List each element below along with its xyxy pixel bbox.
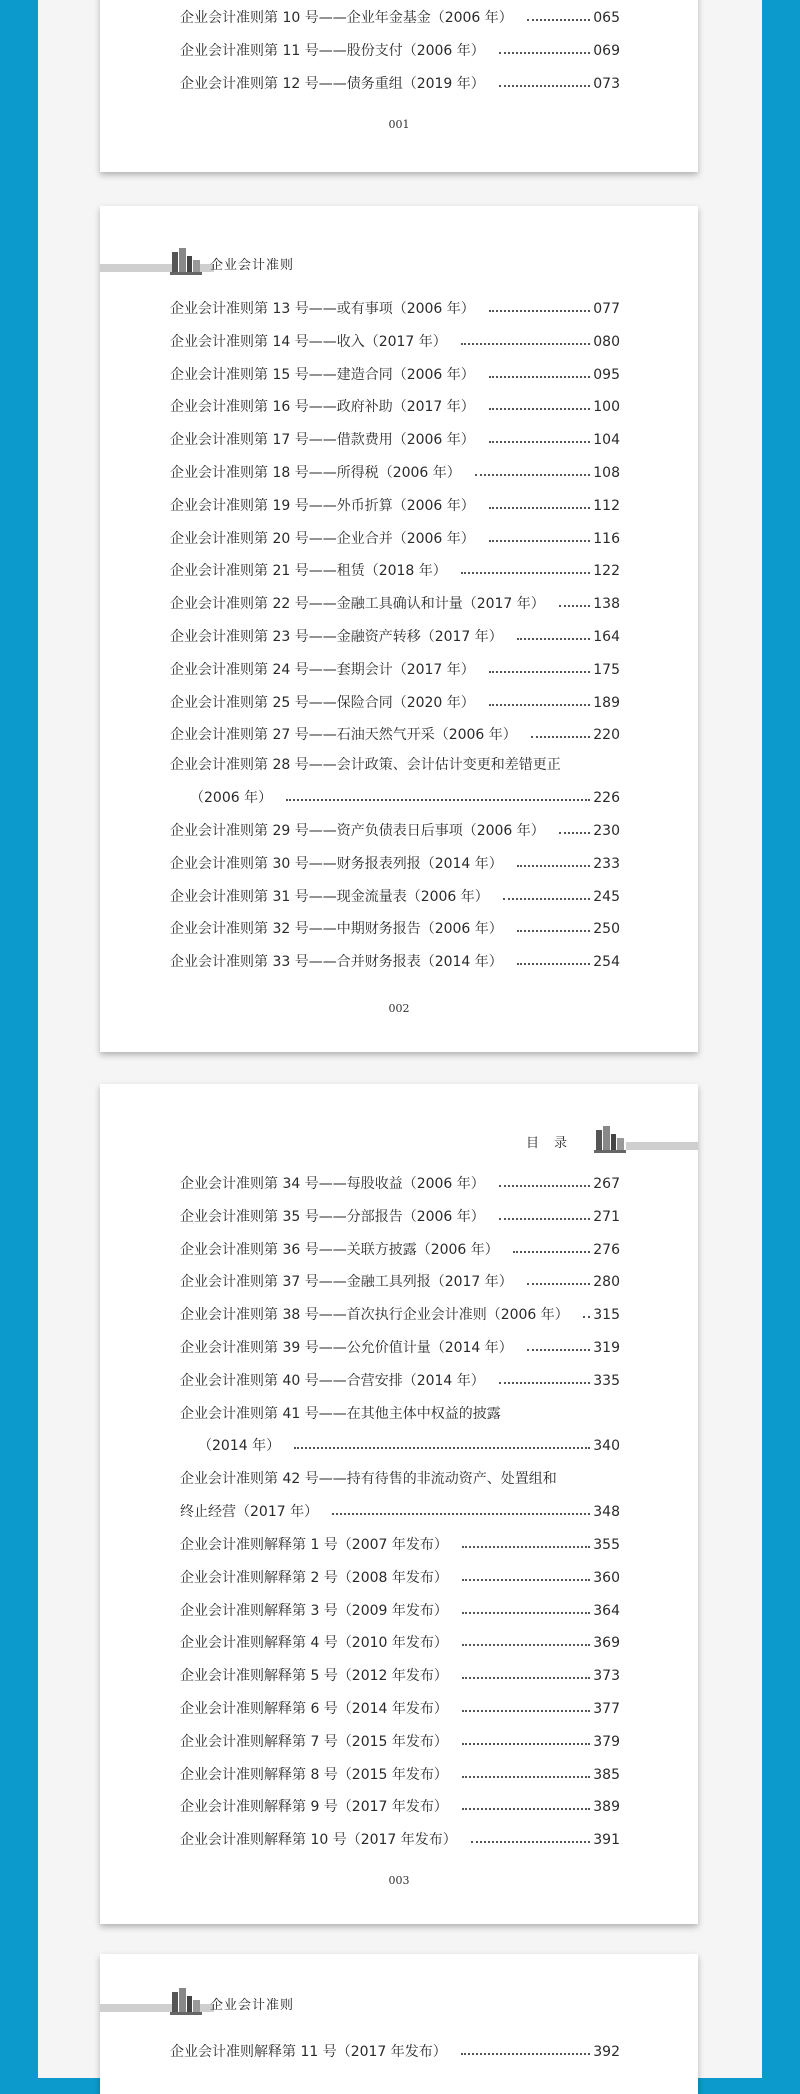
toc-entry-line1[interactable]: 企业会计准则第 42 号——持有待售的非流动资产、处置组和 — [180, 1471, 557, 1487]
toc-entry[interactable]: 企业会计准则第 11 号——股份支付（2006 年） 069 — [180, 43, 620, 59]
toc-entry[interactable]: 企业会计准则第 31 号——现金流量表（2006 年） 245 — [170, 888, 620, 905]
toc-entry[interactable]: 企业会计准则解释第 4 号（2010 年发布） 369 — [180, 1635, 620, 1652]
header-bar — [626, 1142, 698, 1150]
toc-entry[interactable]: 企业会计准则解释第 2 号（2008 年发布） 360 — [180, 1569, 620, 1586]
toc-entry[interactable]: 企业会计准则第 30 号——财务报表列报（2014 年） 233 — [170, 855, 620, 872]
toc-entry[interactable]: 企业会计准则第 23 号——金融资产转移（2017 年） 164 — [170, 629, 620, 645]
toc-entry[interactable]: 企业会计准则第 39 号——公允价值计量（2014 年） 319 — [180, 1340, 620, 1356]
toc-entry-line2[interactable]: （2014 年） 340 — [198, 1438, 620, 1454]
running-header — [100, 246, 300, 276]
toc-entry[interactable]: 企业会计准则解释第 10 号（2017 年发布） 391 — [180, 1832, 620, 1849]
toc-entry[interactable]: 企业会计准则解释第 7 号（2015 年发布） 379 — [180, 1733, 620, 1750]
toc-entry[interactable]: 企业会计准则解释第 11 号（2017 年发布） 392 — [170, 2044, 620, 2060]
buildings-icon — [594, 1124, 626, 1154]
toc-entry-line2[interactable]: 终止经营（2017 年） 348 — [180, 1504, 620, 1520]
toc-entry[interactable]: 企业会计准则解释第 6 号（2014 年发布） 377 — [180, 1701, 620, 1717]
toc-entry[interactable]: 企业会计准则第 22 号——金融工具确认和计量（2017 年） 138 — [170, 596, 620, 613]
toc-entry[interactable]: 企业会计准则第 21 号——租赁（2018 年） 122 — [170, 563, 620, 580]
toc-entry[interactable]: 企业会计准则第 12 号——债务重组（2019 年） 073 — [180, 76, 620, 92]
toc-entry[interactable]: 企业会计准则解释第 5 号（2012 年发布） 373 — [180, 1668, 620, 1685]
header-bar — [100, 264, 172, 272]
toc-entry-line1[interactable]: 企业会计准则第 41 号——在其他主体中权益的披露 — [180, 1406, 501, 1422]
toc-entry[interactable]: 企业会计准则第 19 号——外币折算（2006 年） 112 — [170, 497, 620, 514]
toc-entry[interactable]: 企业会计准则第 13 号——或有事项（2006 年） 077 — [170, 301, 620, 317]
buildings-icon — [170, 246, 202, 276]
page-number: 001 — [388, 118, 410, 131]
running-header — [100, 1986, 300, 2016]
toc-page-003 — [100, 1084, 698, 1924]
toc-page-001 — [100, 0, 698, 172]
header-title: 企业会计准则 — [210, 1998, 295, 2013]
toc-entry[interactable]: 企业会计准则第 25 号——保险合同（2020 年） 189 — [170, 694, 620, 711]
toc-entry[interactable]: 企业会计准则解释第 9 号（2017 年发布） 389 — [180, 1799, 620, 1816]
toc-entry[interactable]: 企业会计准则第 10 号——企业年金基金（2006 年） 065 — [180, 10, 620, 26]
toc-entry[interactable]: 企业会计准则第 14 号——收入（2017 年） 080 — [170, 333, 620, 350]
toc-entry[interactable]: 企业会计准则解释第 3 号（2009 年发布） 364 — [180, 1602, 620, 1619]
toc-entry[interactable]: 企业会计准则第 24 号——套期会计（2017 年） 175 — [170, 661, 620, 678]
header-title: 目 录 — [526, 1136, 569, 1151]
toc-entry[interactable]: 企业会计准则第 16 号——政府补助（2017 年） 100 — [170, 399, 620, 416]
toc-entry[interactable]: 企业会计准则第 38 号——首次执行企业会计准则（2006 年） 315 — [180, 1307, 620, 1324]
toc-entry[interactable]: 企业会计准则第 34 号——每股收益（2006 年） 267 — [180, 1176, 620, 1192]
toc-entry[interactable]: 企业会计准则第 29 号——资产负债表日后事项（2006 年） 230 — [170, 823, 620, 839]
toc-page-002 — [100, 206, 698, 1052]
toc-page-004 — [100, 1954, 698, 2094]
toc-entry[interactable]: 企业会计准则第 33 号——合并财务报表（2014 年） 254 — [170, 954, 620, 971]
toc-entry-line1[interactable]: 企业会计准则第 28 号——会计政策、会计估计变更和差错更正 — [170, 757, 561, 773]
toc-entry[interactable]: 企业会计准则第 37 号——金融工具列报（2017 年） 280 — [180, 1274, 620, 1291]
toc-entry[interactable]: 企业会计准则第 17 号——借款费用（2006 年） 104 — [170, 432, 620, 449]
toc-entry[interactable]: 企业会计准则第 32 号——中期财务报告（2006 年） 250 — [170, 921, 620, 938]
toc-entry-line2[interactable]: （2006 年） 226 — [190, 790, 620, 806]
buildings-icon — [170, 1986, 202, 2016]
toc-entry[interactable]: 企业会计准则第 20 号——企业合并（2006 年） 116 — [170, 530, 620, 547]
toc-entry[interactable]: 企业会计准则第 40 号——合营安排（2014 年） 335 — [180, 1372, 620, 1389]
toc-entry[interactable]: 企业会计准则第 35 号——分部报告（2006 年） 271 — [180, 1208, 620, 1225]
header-title: 企业会计准则 — [210, 258, 295, 273]
toc-entry[interactable]: 企业会计准则第 18 号——所得税（2006 年） 108 — [170, 465, 620, 481]
reading-area — [38, 0, 762, 2078]
page-number: 002 — [388, 1002, 410, 1015]
toc-entry[interactable]: 企业会计准则第 36 号——关联方披露（2006 年） 276 — [180, 1241, 620, 1258]
toc-entry[interactable]: 企业会计准则解释第 8 号（2015 年发布） 385 — [180, 1766, 620, 1783]
toc-entry[interactable]: 企业会计准则第 15 号——建造合同（2006 年） 095 — [170, 366, 620, 383]
toc-entry[interactable]: 企业会计准则解释第 1 号（2007 年发布） 355 — [180, 1537, 620, 1553]
header-bar — [100, 2004, 172, 2012]
running-header — [498, 1124, 698, 1154]
toc-entry[interactable]: 企业会计准则第 27 号——石油天然气开采（2006 年） 220 — [170, 727, 620, 744]
page-number: 003 — [388, 1874, 410, 1887]
